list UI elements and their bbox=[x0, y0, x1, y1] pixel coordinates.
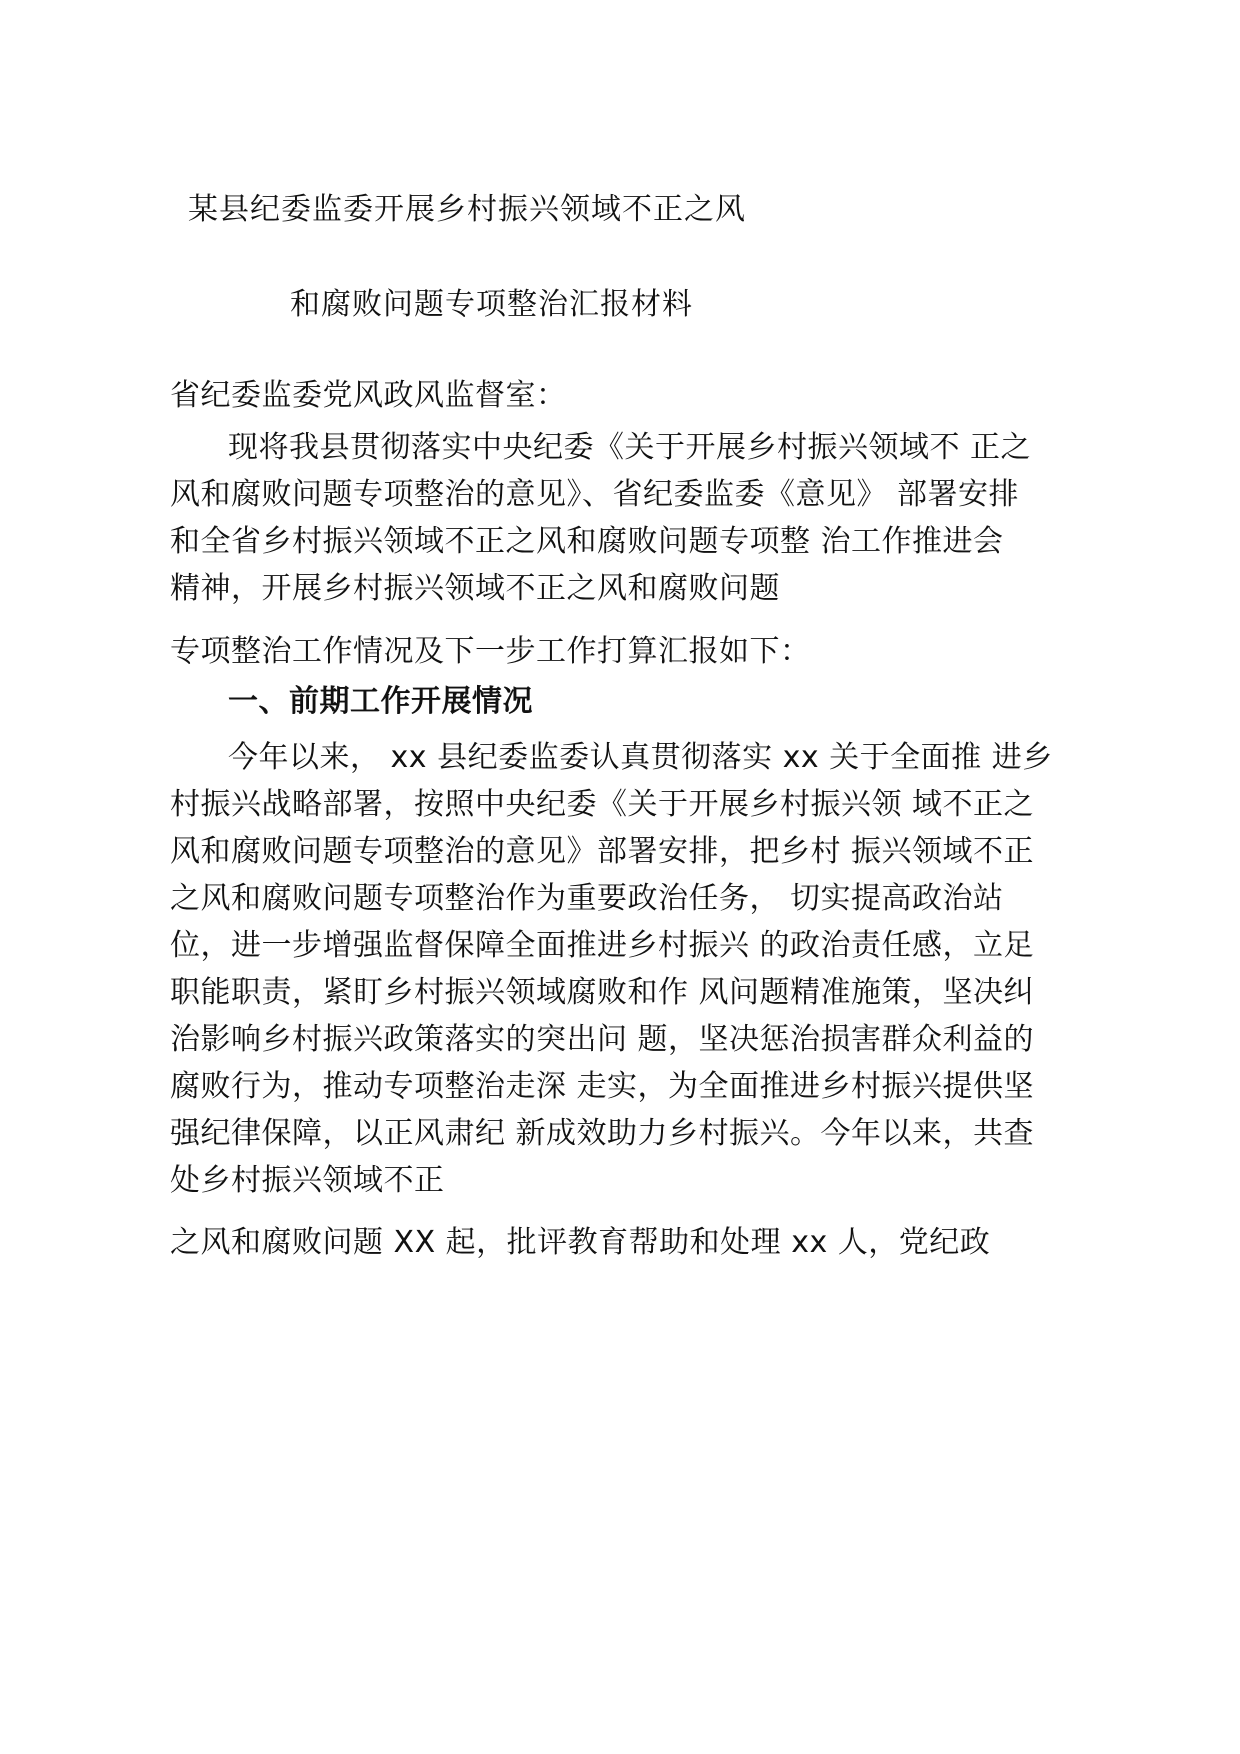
salutation: 省纪委监委党风政风监督室： bbox=[170, 378, 567, 413]
body-continuation: 之风和腐败问题 XX 起，批评教育帮助和处理 xx 人，党纪政 bbox=[170, 1225, 991, 1260]
section-heading: 一、前期工作开展情况 bbox=[228, 684, 533, 719]
body-line: 位，进一步增强监督保障全面推进乡村振兴 的政治责任感，立足 bbox=[170, 928, 1035, 963]
body-line: 职能职责，紧盯乡村振兴领域腐败和作 风问题精准施策，坚决纠 bbox=[170, 975, 1035, 1010]
intro-line: 精神，开展乡村振兴领域不正之风和腐败问题 bbox=[170, 571, 780, 606]
body-line: 处乡村振兴领域不正 bbox=[170, 1163, 445, 1198]
body-line: 村振兴战略部署，按照中央纪委《关于开展乡村振兴领 域不正之 bbox=[170, 787, 1035, 822]
intro-continuation: 专项整治工作情况及下一步工作打算汇报如下： bbox=[170, 634, 811, 669]
body-line: 腐败行为，推动专项整治走深 走实，为全面推进乡村振兴提供坚 bbox=[170, 1069, 1035, 1104]
intro-line: 现将我县贯彻落实中央纪委《关于开展乡村振兴领域不 正之 bbox=[228, 430, 1032, 465]
intro-line: 和全省乡村振兴领域不正之风和腐败问题专项整 治工作推进会 bbox=[170, 524, 1004, 559]
document-title-line-2: 和腐败问题专项整治汇报材料 bbox=[290, 287, 693, 322]
document-title-line-1: 某县纪委监委开展乡村振兴领域不正之风 bbox=[188, 192, 746, 227]
body-line: 强纪律保障，以正风肃纪 新成效助力乡村振兴。今年以来，共查 bbox=[170, 1116, 1035, 1151]
body-line: 治影响乡村振兴政策落实的突出问 题，坚决惩治损害群众利益的 bbox=[170, 1022, 1035, 1057]
body-line: 今年以来， xx 县纪委监委认真贯彻落实 xx 关于全面推 进乡 bbox=[228, 740, 1053, 775]
intro-line: 风和腐败问题专项整治的意见》、省纪委监委《意见》 部署安排 bbox=[170, 477, 1020, 512]
body-line: 风和腐败问题专项整治的意见》部署安排，把乡村 振兴领域不正 bbox=[170, 834, 1035, 869]
body-line: 之风和腐败问题专项整治作为重要政治任务， 切实提高政治站 bbox=[170, 881, 1004, 916]
